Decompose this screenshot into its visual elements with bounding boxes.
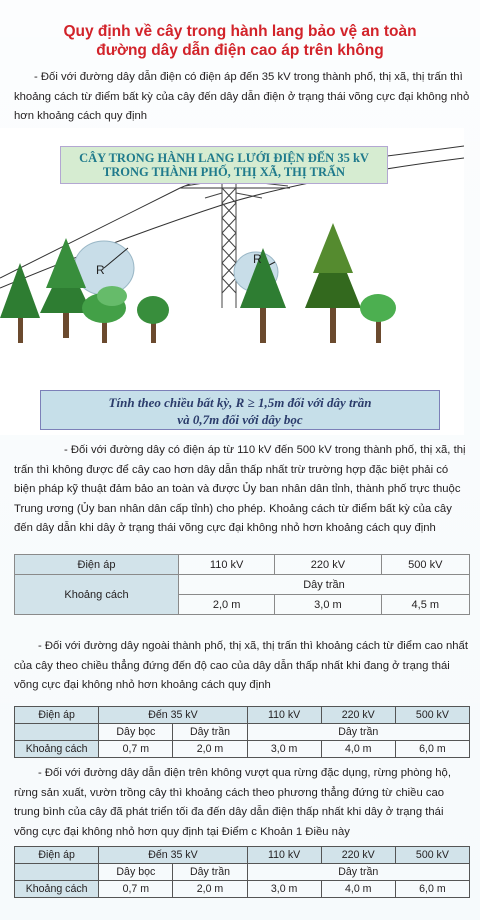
page-title [0,22,480,60]
note-line-2: và 0,7m đối với dây bọc [177,412,303,427]
table-cell: 4,5 m [381,595,469,615]
table-cell: Dây trần [247,724,469,741]
table-row [15,847,470,864]
table-row [15,741,470,758]
note-line-1: Tính theo chiều bất kỳ, R ≥ 1,5m đối với dây trần [108,395,372,410]
table-cell [15,864,99,881]
distance-table-rural [14,706,470,758]
radius-label-left: R [96,263,105,277]
table-cell: 4,0 m [321,741,395,758]
table-row [15,707,470,724]
table-cell: 110 kV [247,847,321,864]
title-line-1: Quy định về cây trong hành lang bảo vệ an toàn [63,23,417,40]
distance-table-urban [14,554,470,615]
table-header-distance: Khoảng cách [15,575,179,615]
title-line-2: đường dây dẫn điện cao áp trên không [96,42,384,59]
tree-icon [360,294,396,343]
table-cell: 500 kV [395,847,469,864]
illustration-banner [60,146,388,184]
table-header-voltage: Điện áp [15,555,179,575]
paragraph-outside-urban: - Đối với đường dây ngoài thành phố, thị xã, thị trấn thì khoảng cách từ điểm cao nhất của cây theo chiều thẳng đứng đến độ cao của dây dẫn thấp nhất khi đang ở trạng thái võng cực đại không nhỏ hơn khoảng cách quy định [14,640,468,692]
table-cell: 2,0 m [178,595,274,615]
table-header-distance: Khoảng cách [15,881,99,898]
table-cell: 3,0 m [247,741,321,758]
table-row [15,555,470,575]
table-cell: Dây trần [173,724,247,741]
distance-table-forest [14,846,470,898]
radius-label-right: R [253,252,262,266]
tree-icon [82,286,127,343]
paragraph-forest-crossing: - Đối với đường dây dẫn điện trên không vượt qua rừng đặc dụng, rừng phòng hộ, rừng sản xuất, vườn trồng cây thì khoảng cách theo phương thẳng đứng từ chiều cao trung bình của cây đã phát triển tối đa đến dây dẫn điện thấp nhất khi dây ở trạng thái võng cực đại không nhỏ hơn quy định tại Điểm c Khoản 1 Điều này [14,767,451,838]
table-cell: 3,0 m [275,595,381,615]
table-cell: Dây bọc [99,724,173,741]
table-cell: 2,0 m [173,741,247,758]
paragraph-35kv-urban: - Đối với đường dây dẫn điện có điện áp đến 35 kV trong thành phố, thị xã, thị trấn thì khoảng cách từ điểm bất kỳ của cây đến dây dẫn điện ở trạng thái võng cực đại không nhỏ hơn khoảng cách quy định [14,71,470,123]
table-header-distance: Khoảng cách [15,741,99,758]
table-cell: Đến 35 kV [99,707,247,724]
table-cell: 0,7 m [99,881,173,898]
table-cell: 220 kV [321,847,395,864]
tree-icon [137,296,169,343]
table-cell: Đến 35 kV [99,847,247,864]
table-cell: 6,0 m [395,881,469,898]
table-header-voltage: Điện áp [15,847,99,864]
tree-corridor-illustration [0,128,464,435]
table-cell: 0,7 m [99,741,173,758]
table-cell: Dây bọc [99,864,173,881]
table-cell: Dây trần [178,575,469,595]
table-row [15,575,470,595]
table-cell [15,724,99,741]
banner-line-1: CÂY TRONG HÀNH LANG LƯỚI ĐIỆN ĐẾN 35 kV [79,151,369,165]
table-row [15,881,470,898]
table-cell: 500 kV [395,707,469,724]
table-cell: 500 kV [381,555,469,575]
table-cell: 220 kV [321,707,395,724]
table-cell: 4,0 m [321,881,395,898]
table-header-voltage: Điện áp [15,707,99,724]
paragraph-110-500kv-urban: - Đối với đường dây có điện áp từ 110 kV đến 500 kV trong thành phố, thị xã, thị trấn thì không được để cây cao hơn dây dẫn thấp nhất trừ trường hợp đặc biệt phải có biện pháp kỹ thuật đảm bảo an toàn và được Ủy ban nhân dân tỉnh, thành phố trực thuộc Trung ương (Ủy ban nhân dân cấp tỉnh) cho phép. Khoảng cách từ điểm bất kỳ của cây đến dây dẫn khi dây ở trạng thái võng cực đại không nhỏ hơn khoảng cách quy định [14,444,466,535]
table-cell: 3,0 m [247,881,321,898]
table-cell: Dây trần [173,864,247,881]
table-cell: 2,0 m [173,881,247,898]
table-cell: 110 kV [247,707,321,724]
table-row [15,864,470,881]
tree-icon [305,223,361,343]
table-cell: 110 kV [178,555,274,575]
table-row [15,724,470,741]
table-cell: Dây trần [247,864,469,881]
table-cell: 220 kV [275,555,381,575]
banner-line-2: TRONG THÀNH PHỐ, THỊ XÃ, THỊ TRẤN [102,165,346,179]
table-cell: 6,0 m [395,741,469,758]
illustration-note [40,390,440,430]
